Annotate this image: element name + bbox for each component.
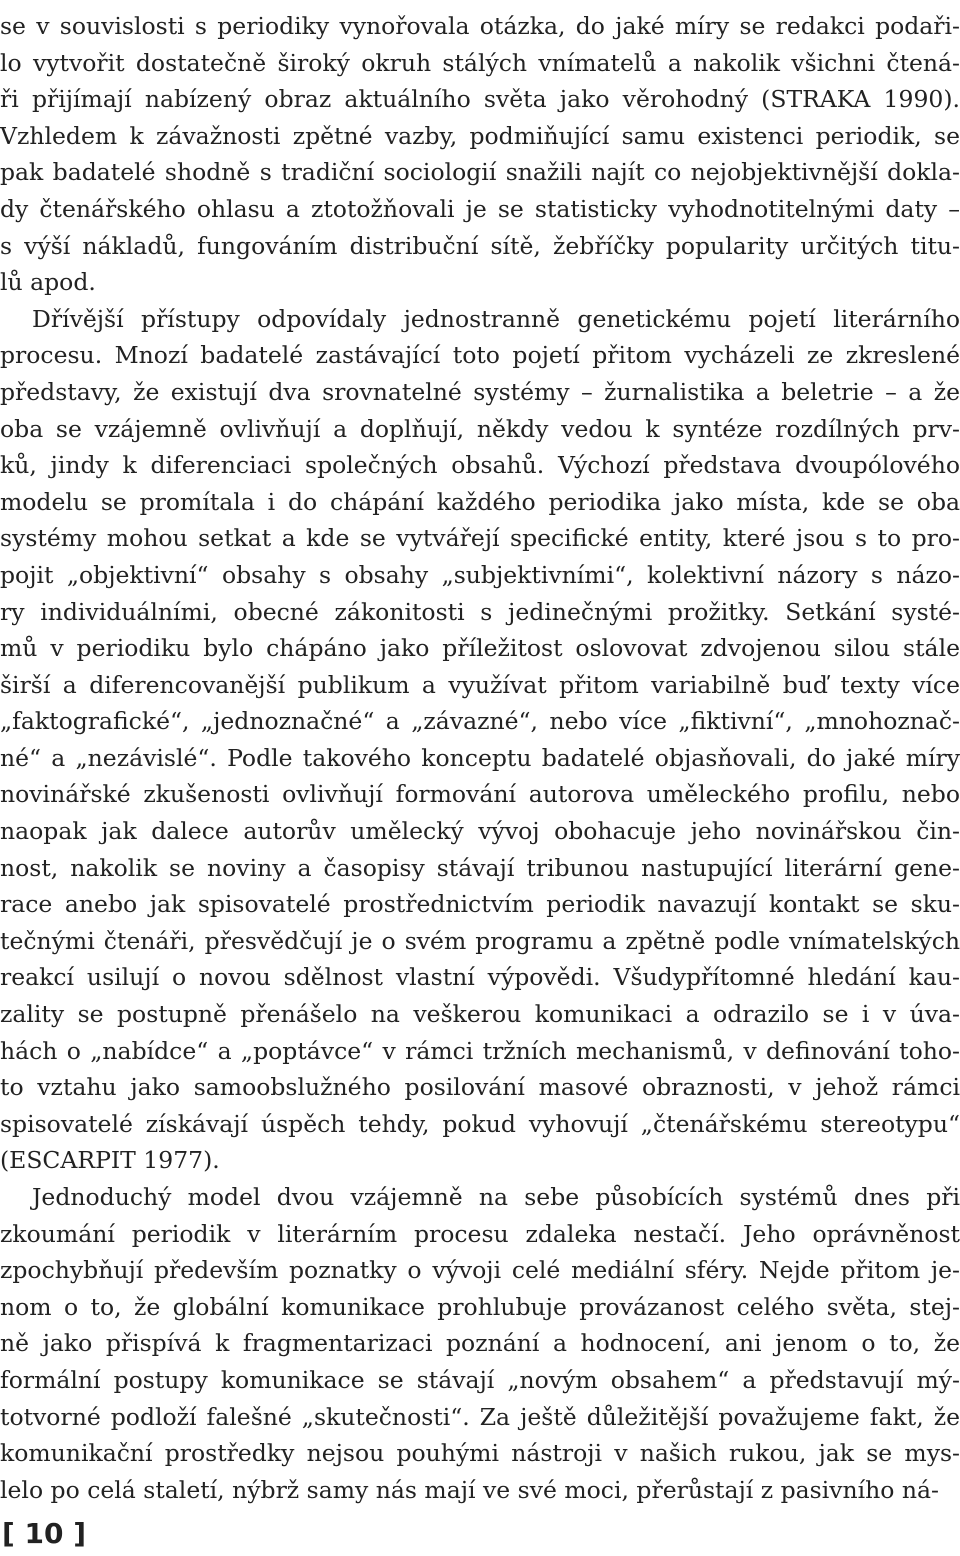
page-number: [ 10 ] [2,1517,87,1550]
text-line: systémy mohou setkat a kde se vytvářejí specifické entity, které jsou s to pro- [0,524,960,553]
text-line: Dřívější přístupy odpovídaly jednostranně genetickému pojetí literárního [32,304,960,333]
text-line: lelo po celá staletí, nýbrž samy nás mají ve své moci, přerůstají z pasivního ná- [0,1475,940,1504]
text-line: ři přijímají nabízený obraz aktuálního světa jako věrohodný (STRAKA 1990). [0,85,960,114]
text-line: modelu se promítala i do chápání každého periodika jako místa, kde se oba [0,487,960,516]
text-line: novinářské zkušenosti ovlivňují formování autorova uměleckého profilu, nebo [0,780,960,809]
text-line: Jednoduchý model dvou vzájemně na sebe působících systémů dnes při [32,1183,960,1211]
text-line: oba se vzájemně ovlivňují a doplňují, někdy vedou k syntéze rozdílných prv- [0,414,960,443]
text-line: reakcí usilují o novou sdělnost vlastní výpovědi. Všudypřítomné hledání kau- [0,963,960,992]
text-line: (ESCARPIT 1977). [0,1146,220,1175]
text-line: race anebo jak spisovatelé prostřednictvím periodik navazují kontakt se sku- [0,890,960,919]
text-line: pojit „objektivní“ obsahy s obsahy „subjektivními“, kolektivní názory s názo- [0,560,960,589]
paragraph [0,8,960,301]
text-line: „faktografické“, „jednoznačné“ a „závazné“, nebo více „fiktivní“, „mnohoznač- [0,707,960,736]
text-line: komunikační prostředky nejsou pouhými nástroji v našich rukou, jak se mys- [0,1439,960,1468]
text-line: ků, jindy k diferenciaci společných obsahů. Výchozí představa dvoupólového [0,451,960,480]
text-line: dy čtenářského ohlasu a ztotožňovali je se statisticky vyhodnotitelnými daty – [0,194,960,223]
text-line: hách o „nabídce“ a „poptávce“ v rámci tržních mechanismů, v definování toho- [0,1036,960,1065]
text-line: nost, nakolik se noviny a časopisy stávají tribunou nastupující literární gene- [0,853,960,882]
text-line: naopak jak dalece autorův umělecký vývoj obohacuje jeho novinářskou čin- [0,817,960,846]
text-line: spisovatelé získávají úspěch tehdy, pokud vyhovují „čtenářskému stereotypu“ [0,1109,960,1138]
text-line: né“ a „nezávislé“. Podle takového konceptu badatelé objasňovali, do jaké míry [0,743,960,772]
text-line: zality se postupně přenášelo na veškerou komunikaci a odrazilo se i v úva- [0,1000,960,1029]
paragraph [0,301,960,1179]
text-line: Vzhledem k závažnosti zpětné vazby, podmiňující samu existenci periodik, se [0,121,960,150]
text-line: lo vytvořit dostatečně široký okruh stálých vnímatelů a nakolik všichni čtená- [0,48,960,77]
text-line: zkoumání periodik v literárním procesu zdaleka nestačí. Jeho oprávněnost [0,1219,960,1248]
text-line: procesu. Mnozí badatelé zastávající toto pojetí přitom vycházeli ze zkreslené [0,341,960,370]
text-line: lů apod. [0,268,96,297]
text-line: představy, že existují dva srovnatelné systémy – žurnalistika a beletrie – a že [0,377,960,406]
page-body [0,8,960,1508]
text-line: širší a diferencovanější publikum a využívat přitom variabilně buď texty více [0,670,960,699]
text-line: mů v periodiku bylo chápáno jako příležitost oslovovat zdvojenou silou stále [0,634,960,663]
text-line: ry individuálními, obecné zákonitosti s jedinečnými prožitky. Setkání systé- [0,597,960,626]
text-line: s výší nákladů, fungováním distribuční sítě, žebříčky popularity určitých titu- [0,231,960,260]
text-line: zpochybňují především poznatky o vývoji celé mediální sféry. Nejde přitom je- [0,1256,960,1285]
text-line: nom o to, že globální komunikace prohlubuje provázanost celého světa, stej- [0,1292,960,1321]
text-line: tečnými čtenáři, přesvědčují je o svém programu a zpětně podle vnímatelských [0,926,960,955]
text-line: to vztahu jako samoobslužného posilování masové obraznosti, v jehož rámci [0,1073,960,1102]
text-line: ně jako přispívá k fragmentarizaci poznání a hodnocení, ani jenom o to, že [0,1329,960,1358]
text-line: formální postupy komunikace se stávají „novým obsahem“ a představují mý- [0,1365,960,1394]
paragraph [0,1179,960,1508]
text-line: pak badatelé shodně s tradiční sociologií snažili najít co nejobjektivnější dokla- [0,158,960,187]
text-line: totvorné podloží falešné „skutečnosti“. Za ještě důležitější považujeme fakt, že [0,1402,960,1431]
text-line: se v souvislosti s periodiky vynořovala otázka, do jaké míry se redakci podaři- [0,12,960,40]
